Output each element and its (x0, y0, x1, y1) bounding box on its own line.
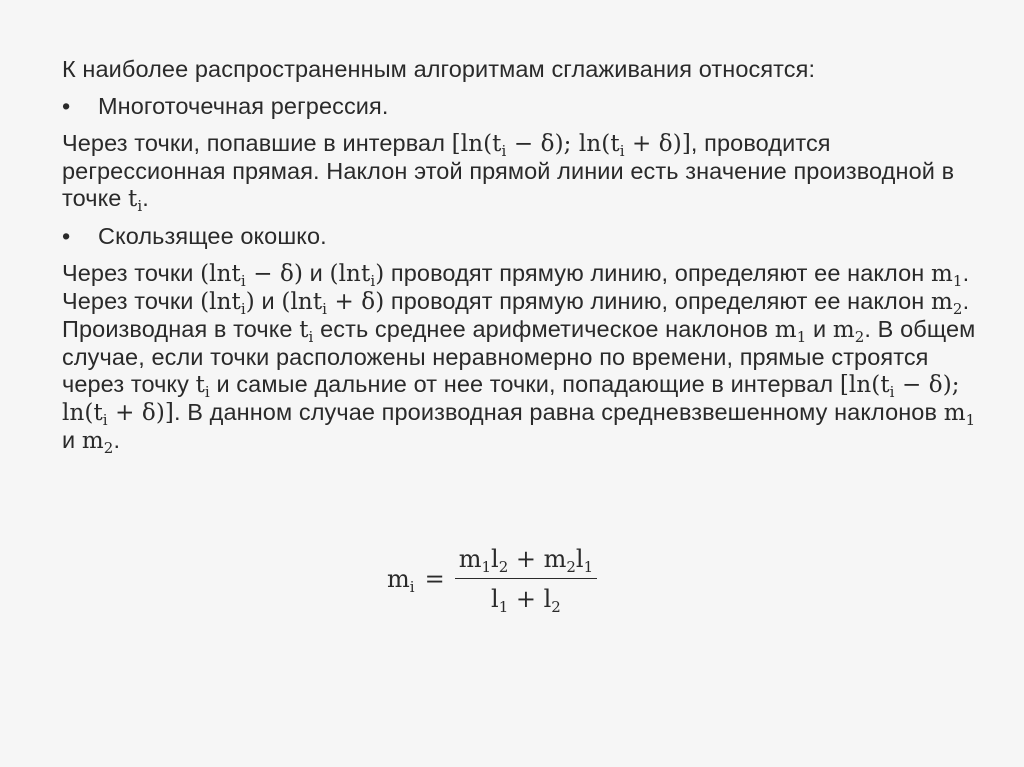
math-term (200, 261, 304, 290)
math-run: ) (245, 289, 255, 315)
math-subscript: 2 (952, 300, 963, 318)
math-run: m (543, 545, 567, 573)
math-run: m (81, 428, 104, 454)
math-run: m (387, 565, 410, 593)
math-term (195, 372, 210, 401)
math-run: + (508, 545, 544, 573)
math-term (774, 317, 807, 346)
text-run: . В данном случае производная равна средневзвешенному наклонов (174, 399, 944, 425)
bullet-item-regression (62, 93, 982, 120)
math-subscript: 2 (551, 598, 561, 616)
math-run: m (930, 261, 953, 287)
math-run: l (575, 545, 584, 573)
text-run: . (142, 185, 149, 211)
math-run: + δ)] (624, 131, 691, 157)
math-run: (lnt (200, 261, 241, 287)
math-subscript: i (619, 142, 625, 160)
formula-lhs (387, 565, 415, 596)
math-subscript: 2 (854, 328, 865, 346)
math-run: − δ); ln(t (62, 372, 960, 426)
math-run: [ln(t (451, 131, 502, 157)
text-run: и (62, 427, 82, 453)
math-subscript: 2 (498, 558, 509, 576)
math-subscript: 1 (796, 328, 807, 346)
text-run: . (113, 427, 121, 453)
math-run: + (508, 585, 544, 613)
bullet-marker: • (62, 93, 71, 119)
text-run: . Производная в точке (62, 288, 970, 342)
bullet-item-window (62, 223, 982, 250)
math-subscript: i (308, 328, 314, 346)
math-subscript: 1 (498, 598, 509, 616)
math-run: m (943, 400, 966, 426)
math-run: t (299, 317, 309, 343)
math-term (299, 317, 314, 346)
math-subscript: i (204, 383, 210, 401)
math-interval (451, 131, 691, 160)
math-subscript: 1 (481, 558, 491, 576)
math-term (943, 400, 976, 429)
math-term (200, 289, 255, 318)
math-subscript: 2 (103, 439, 114, 457)
math-subscript: i (409, 578, 415, 596)
fraction-denominator (491, 579, 561, 616)
math-run: m (930, 289, 953, 315)
math-term (832, 317, 865, 346)
math-run: l (543, 585, 552, 613)
math-term (281, 289, 385, 318)
math-run: [ln(t (839, 372, 890, 398)
text-run: проводят прямую линию, определяют ее наклон (384, 288, 931, 314)
math-subscript: i (501, 142, 507, 160)
text-run: Через точки (62, 260, 201, 286)
math-subscript: i (240, 300, 246, 318)
math-run: m (458, 545, 482, 573)
math-run: l (491, 585, 499, 613)
math-subscript: 1 (952, 272, 963, 290)
math-subscript: i (889, 383, 895, 401)
math-subscript: i (322, 300, 328, 318)
math-run: − δ); ln(t (506, 131, 620, 157)
math-run: + δ)] (107, 400, 174, 426)
intro-text: К наиболее распространенным алгоритмам сглаживания относятся: (62, 56, 816, 82)
math-subscript: 1 (583, 558, 594, 576)
window-paragraph (62, 260, 982, 455)
math-run: − δ) (245, 261, 304, 287)
math-run: ) (375, 261, 385, 287)
math-subscript: 2 (566, 558, 576, 576)
text-run: и самые дальние от нее точки, попадающие в интервал (209, 371, 840, 397)
math-subscript: i (370, 272, 376, 290)
formula-fraction (455, 545, 597, 616)
text-run: и (806, 316, 833, 342)
math-term (81, 428, 114, 457)
math-run: (lnt (329, 261, 371, 287)
math-term (329, 261, 385, 290)
math-subscript: i (102, 411, 108, 429)
math-term (930, 289, 963, 318)
text-run: проводят прямую линию, определяют ее наклон (384, 260, 931, 286)
text-run: есть среднее арифметическое наклонов (313, 316, 775, 342)
text-run: . В общем случае, если точки расположены неравномерно по времени, прямые строятся через точку (62, 316, 976, 397)
derivative-formula (387, 545, 597, 616)
regression-paragraph (62, 130, 982, 213)
math-run: m (832, 317, 855, 343)
math-run: l (491, 545, 499, 573)
text-run: Через точки, попавшие в интервал (62, 130, 452, 156)
math-subscript: i (137, 197, 143, 215)
math-subscript: i (240, 272, 246, 290)
intro-paragraph (62, 56, 982, 83)
math-run: t (195, 372, 205, 398)
bullet-label-window: Скользящее окошко. (98, 223, 327, 249)
text-run: . Через точки (62, 260, 970, 314)
text-run: и (303, 260, 330, 286)
math-run: (lnt (281, 289, 323, 315)
math-run: m (774, 317, 797, 343)
text-run: , проводится регрессионная прямая. Наклон этой прямой линии есть значение производной в точке (62, 130, 955, 211)
bullet-marker: • (62, 223, 71, 249)
math-run: t (128, 186, 138, 212)
fraction-numerator (455, 545, 597, 579)
math-ti (128, 186, 143, 215)
math-run: (lnt (200, 289, 241, 315)
math-subscript: 1 (965, 411, 976, 429)
math-run: + δ) (327, 289, 385, 315)
bullet-label-regression: Многоточечная регрессия. (98, 93, 389, 119)
math-term (930, 261, 963, 290)
slide-content (62, 56, 982, 465)
text-run: и (254, 288, 282, 314)
formula-equals: = (424, 565, 445, 593)
